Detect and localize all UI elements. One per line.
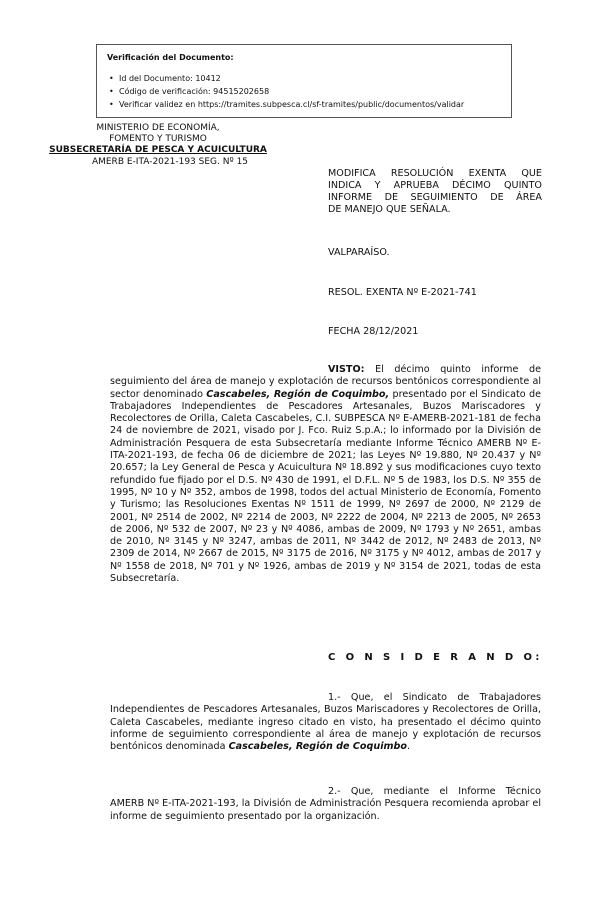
resolution-city: VALPARAÍSO. (328, 247, 390, 258)
verification-document-id: • Id del Documento: 10412 (107, 72, 464, 85)
document-reference: AMERB E-ITA-2021-193 SEG. Nº 15 (91, 157, 249, 167)
ministry-line-2: FOMENTO Y TURISMO (109, 134, 207, 144)
considerando-item-1-text: Que, el Sindicato de Trabajadores Independientes de Pescadores Artesanales, Buzos Mariscadores y Recolectores de Orilla, Caleta Cascabeles, mediante ingreso citado en visto, ha presentado el décimo quinto informe de seguimiento correspondiente al área de manejo y explotación de recursos bentónicos denominada (110, 692, 541, 753)
resolution-title-line: DE MANEJO QUE SEÑALA. (328, 204, 451, 215)
resolution-title-line: INFORME DE SEGUIMIENTO DE ÁREA (328, 192, 542, 203)
considerando-item-2-text: Que, mediante el Informe Técnico AMERB Nº E-ITA-2021-193, la División de Administración Pesquera recomienda aprobar el informe de seguimiento presentado por la organización. (110, 786, 541, 822)
considerando-item-2-number: 2.- (328, 786, 341, 797)
subsecretaria-name: SUBSECRETARÍA DE PESCA Y ACUICULTURA (49, 145, 267, 155)
visto-sector: Cascabeles, Región de Coquimbo, (206, 388, 390, 400)
resolution-title-line: MODIFICA RESOLUCIÓN EXENTA QUE (328, 168, 542, 179)
considerando-heading: C O N S I D E R A N D O: (328, 652, 543, 663)
resolution-title (328, 168, 542, 216)
considerando-item-2 (110, 786, 541, 823)
verification-code: • Código de verificación: 94515202658 (107, 85, 464, 98)
visto-label: VISTO: (328, 364, 365, 375)
considerando-item-1-number: 1.- (328, 692, 341, 703)
considerando-item-1-sector: Cascabeles, Región de Coquimbo (228, 741, 407, 753)
verification-list (107, 72, 464, 111)
resolution-date: FECHA 28/12/2021 (328, 326, 419, 337)
considerando-item-1 (110, 692, 541, 753)
considerando-item-1-end: . (406, 741, 411, 753)
visto-text: El décimo quinto informe de seguimiento del área de manejo y explotación de recursos bentónicos correspondiente al sector denominado (110, 364, 541, 400)
resolution-title-line: INDICA Y APRUEBA DÉCIMO QUINTO (328, 180, 542, 191)
resolution-number: RESOL. EXENTA Nº E-2021-741 (328, 287, 477, 298)
verification-title: Verificación del Documento: (107, 53, 234, 62)
ministry-line-1: MINISTERIO DE ECONOMÍA, (96, 123, 220, 133)
visto-text-continued: presentado por el Sindicato de Trabajadores Independientes de Pescadores Artesanales, Buzos Mariscadores y Recolectores de Orilla, Caleta Cascabeles, C.I. SUBPESCA Nº E-AMERB-2021-181 de fecha 24 de noviembre de 2021, visado por J. Fco. Ruiz S.p.A.; lo informado por la División de Administración Pesquera de esta Subsecretaría mediante Informe Técnico AMERB Nº E-ITA-2021-193, de fecha 06 de diciembre de 2021; las Leyes Nº 19.880, Nº 20.437 y Nº 20.657; la Ley General de Pesca y Acuicultura Nº 18.892 y sus modificaciones cuyo texto refundido fue fijado por el D.S. Nº 430 de 1991, el D.F.L. Nº 5 de 1983, los D.S. Nº 355 de 1995, Nº 10 y Nº 352, ambos de 1998, todos del actual Ministerio de Economía, Fomento y Turismo; las Resoluciones Exentas Nº 1511 de 1999, Nº 2697 de 2000, Nº 2129 de 2001, Nº 2514 de 2002, Nº 2214 de 2003, Nº 2222 de 2004, Nº 2213 de 2005, Nº 2653 de 2006, Nº 532 de 2007, Nº 23 y Nº 4086, ambas de 2009, Nº 1793 y Nº 2651, ambas de 2010, Nº 3145 y Nº 3247, ambas de 2011, Nº 3442 de 2012, Nº 2483 de 2013, Nº 2309 de 2014, Nº 2667 de 2015, Nº 3175 de 2016, Nº 3175 y Nº 4012, ambas de 2017 y Nº 1558 de 2018, Nº 701 y Nº 1926, ambas de 2019 y Nº 3154 de 2021, todas de esta Subsecretaría. (110, 388, 541, 585)
verification-validation-link[interactable]: • Verificar validez en https://tramites.subpesca.cl/sf-tramites/public/documentos/validar (107, 98, 464, 111)
visto-paragraph (110, 364, 541, 585)
